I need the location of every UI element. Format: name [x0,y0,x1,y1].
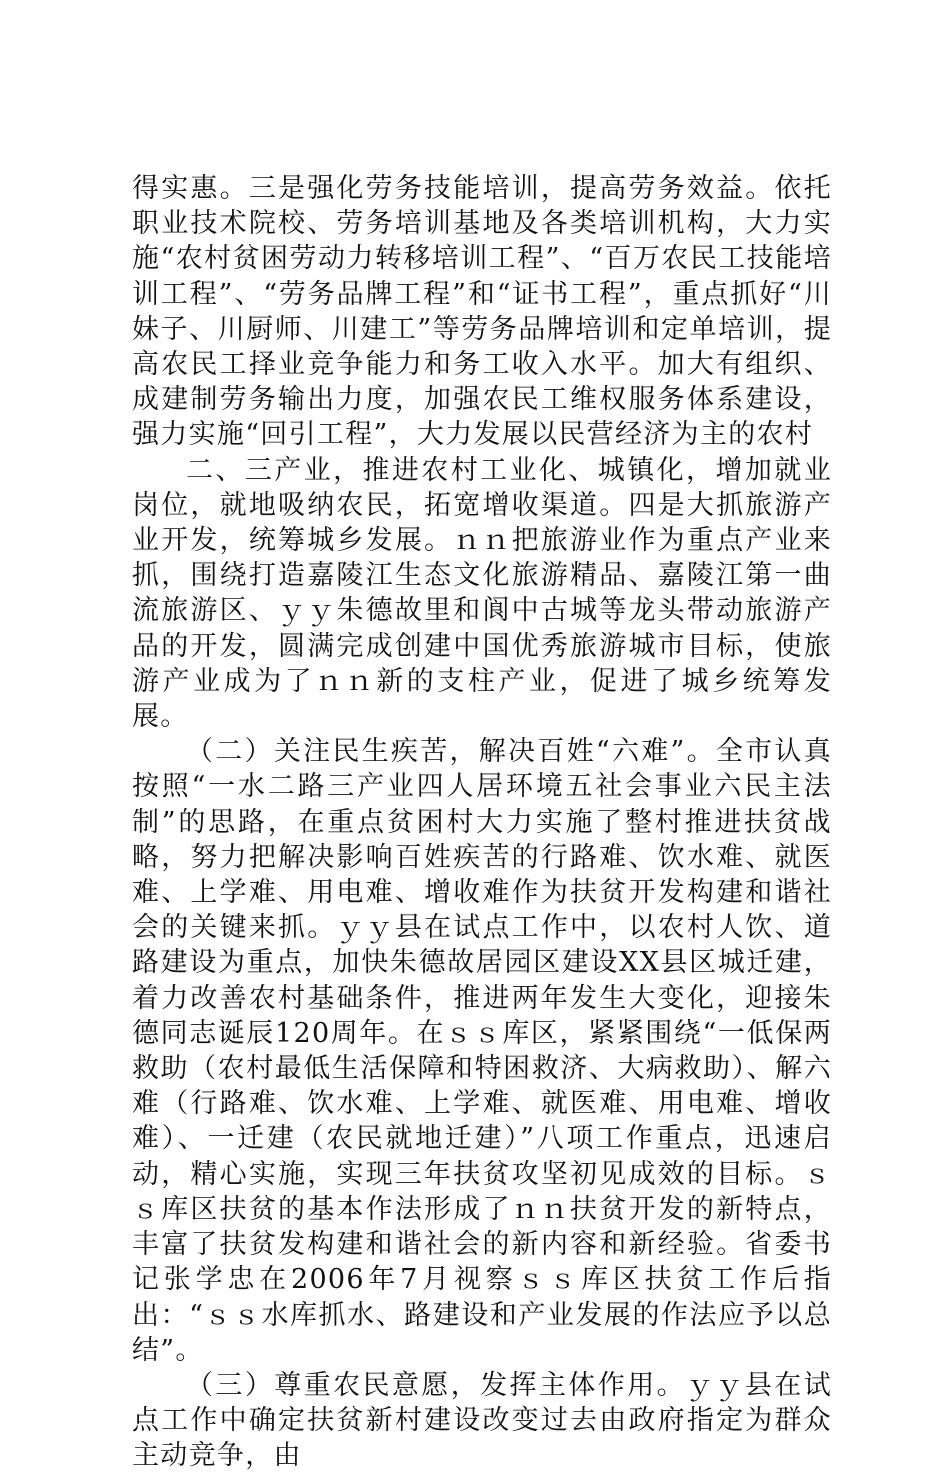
paragraph-1: 得实惠。三是强化劳务技能培训，提高劳务效益。依托职业技术院校、劳务培训基地及各类培训机构，大力实施“农村贫困劳动力转移培训工程”、“百万农民工技能培训工程”、“劳务品牌工程”和“证书工程”，重点抓好“川妹子、川厨师、川建工”等劳务品牌培训和定单培训，提高农民工择业竞争能力和务工收入水平。加大有组织、成建制劳务输出力度，加强农民工维权服务体系建设，强力实施“回引工程”，大力发展以民营经济为主的农村 [132,173,832,451]
paragraph-4: （三）尊重农民意愿，发挥主体作用。ｙｙ县在试点工作中确定扶贫新村建设改变过去由政府指定为群众主动竞争，由 [132,1369,832,1472]
document-body [132,171,832,1474]
paragraph-3: （二）关注民生疾苦，解决百姓“六难”。全市认真按照“一水二路三产业四人居环境五社会事业六民主法制”的思路，在重点贫困村大力实施了整村推进扶贫战略，努力把解决影响百姓疾苦的行路难、饮水难、就医难、上学难、用电难、增收难作为扶贫开发构建和谐社会的关键来抓。ｙｙ县在试点工作中，以农村人饮、道路建设为重点，加快朱德故居园区建设XX县区城迁建，着力改善农村基础条件，推进两年发生大变化，迎接朱德同志诞辰120周年。在ｓｓ库区，紧紧围绕“一低保两救助（农村最低生活保障和特困救济、大病救助）、解六难（行路难、饮水难、上学难、就医难、用电难、增收难）、一迁建（农民就地迁建）”八项工作重点，迅速启动，精心实施，实现三年扶贫攻坚初见成效的目标。ｓｓ库区扶贫的基本作法形成了ｎｎ扶贫开发的新特点，丰富了扶贫发构建和谐社会的新内容和新经验。省委书记张学忠在2006年7月视察ｓｓ库区扶贫工作后指出：“ｓｓ水库抓水、路建设和产业发展的作法应予以总结”。 [132,736,832,1366]
paragraph-2: 二、三产业，推进农村工业化、城镇化，增加就业岗位，就地吸纳农民，拓宽增收渠道。四是大抓旅游产业开发，统筹城乡发展。ｎｎ把旅游业作为重点产业来抓，围绕打造嘉陵江生态文化旅游精品、嘉陵江第一曲流旅游区、ｙｙ朱德故里和阆中古城等龙头带动旅游产品的开发，圆满完成创建中国优秀旅游城市目标，使旅游产业成为了ｎｎ新的支柱产业，促进了城乡统筹发展。 [132,454,832,733]
